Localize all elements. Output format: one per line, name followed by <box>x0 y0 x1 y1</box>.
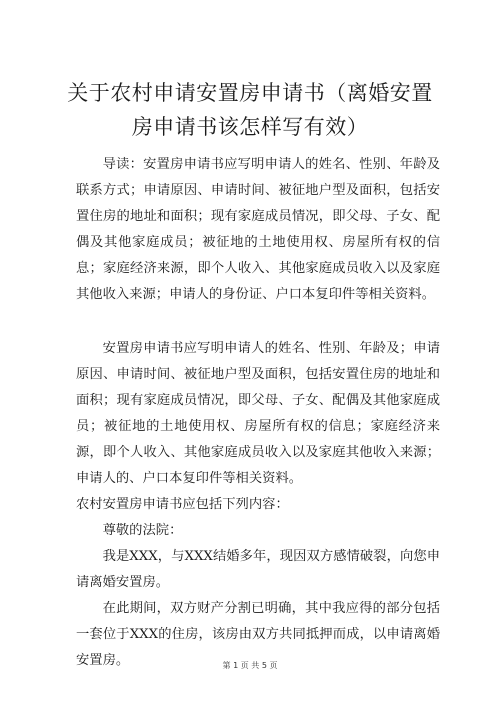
footer-prefix: 第 <box>222 661 231 670</box>
intro-paragraph: 导读：安置房申请书应写明申请人的姓名、性别、年龄及联系方式；申请原因、申请时间、被征地户型及面积，包括安置住房的地址和面积；现有家庭成员情况，即父母、子女、配偶及其他家庭成员；被征地的土地使用权、房屋所有权的信息；家庭经济来源，即个人收入、其他家庭成员收入以及家庭其他收入来源；申请人的身份证、户口本复印件等相关资料。 <box>76 157 440 302</box>
footer-page-number: 1 <box>233 661 239 670</box>
body-paragraph-2: 农村安置房申请书应包括下列内容： <box>76 497 289 512</box>
body-paragraph-4: 在此期间，双方财产分割已明确，其中我应得的部分包括一套位于XXX的住房，该房由双方共同抵押而成，以申请离婚安置房。 <box>76 601 440 668</box>
footer-total-pages: 5 <box>261 661 267 670</box>
footer-suffix: 页 <box>269 661 278 670</box>
page-footer <box>0 660 500 671</box>
salutation: 尊敬的法院： <box>102 523 183 538</box>
document-title: 关于农村申请安置房申请书（离婚安置房申请书该怎样写有效） <box>67 81 433 139</box>
body-paragraph-1: 安置房申请书应写明申请人的姓名、性别、年龄及；申请原因、申请时间、被征地户型及面积，包括安置住房的地址和面积；现有家庭成员情况，即父母、子女、配偶及其他家庭成员；被征地的土地使用权、房屋所有权的信息；家庭经济来源，即个人收入、其他家庭成员收入以及家庭其他收入来源；申请人的、户口本复印件等相关资料。 <box>76 341 440 486</box>
footer-middle: 页 共 <box>240 661 260 670</box>
body-paragraph-3: 我是XXX，与XXX结婚多年，现因双方感情破裂，向您申请离婚安置房。 <box>76 549 440 590</box>
